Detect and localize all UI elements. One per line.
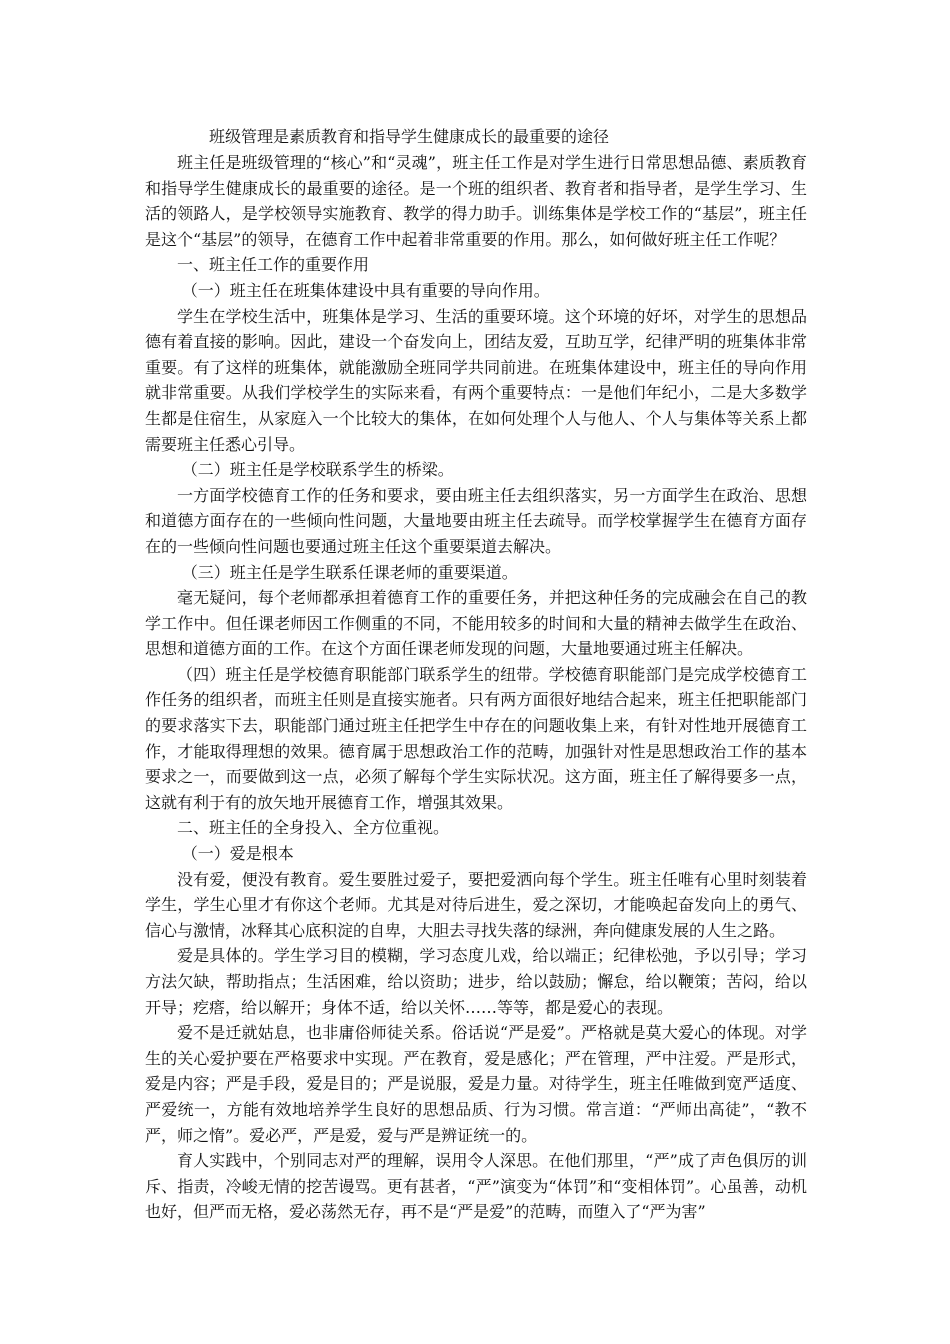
subsection-heading: （一）班主任在班集体建设中具有重要的导向作用。	[181, 280, 550, 300]
subsection-heading: （二）班主任是学校联系学生的桥梁。	[181, 460, 454, 480]
paragraph: 没有爱，便没有教育。爱生要胜过爱子，要把爱洒向每个学生。班主任唯有心里时刻装着学生，学生心里才有你这个老师。尤其是对待后进生，爱之深切，才能唤起奋发向上的勇气、信心与激情，冰释其心底积淀的自卑，大胆去寻找失落的绿洲，奔向健康发展的人生之路。	[145, 869, 807, 940]
paragraph: 爱是具体的。学生学习目的模糊，学习态度儿戏，给以端正；纪律松弛，予以引导；学习方法欠缺，帮助指点；生活困难，给以资助；进步，给以鼓励；懈怠，给以鞭策；苦闷，给以开导；疙瘩，给以解开；身体不适，给以关怀……等等，都是爱心的表现。	[145, 946, 807, 1017]
paragraph: 一方面学校德育工作的任务和要求，要由班主任去组织落实，另一方面学生在政治、思想和道德方面存在的一些倾向性问题，大量地要由班主任去疏导。而学校掌握学生在德育方面存在的一些倾向性问题也要通过班主任这个重要渠道去解决。	[145, 485, 807, 556]
paragraph: 学生在学校生活中，班集体是学习、生活的重要环境。这个环境的好坏，对学生的思想品德有着直接的影响。因此，建设一个奋发向上，团结友爱，互助互学，纪律严明的班集体非常重要。有了这样的班集体，就能激励全班同学共同前进。在班集体建设中，班主任的导向作用就非常重要。从我们学校学生的实际来看，有两个重要特点：一是他们年纪小，二是大多数学生都是住宿生，从家庭入一个比较大的集体，在如何处理个人与他人、个人与集体等关系上都需要班主任悉心引导。	[145, 306, 807, 454]
document-body	[145, 150, 807, 1225]
document-title: 班级管理是素质教育和指导学生健康成长的最重要的途径	[209, 127, 610, 146]
paragraph: 毫无疑问，每个老师都承担着德育工作的重要任务，并把这种任务的完成融会在自己的教学工作中。但任课老师因工作侧重的不同，不能用较多的时间和大量的精神去做学生在政治、思想和道德方面的工作。在这个方面任课老师发现的问题，大量地要通过班主任解决。	[145, 588, 807, 659]
document-page	[145, 124, 807, 1225]
subsection-heading: （三）班主任是学生联系任课老师的重要渠道。	[181, 562, 518, 582]
paragraph: 育人实践中，个别同志对严的理解，误用令人深思。在他们那里，“严”成了声色俱厉的训斥、指责，冷峻无情的挖苦谩骂。更有甚者，“严”演变为“体罚”和“变相体罚”。心虽善，动机也好，但严而无格，爱必荡然无存，再不是“严是爱”的范畴，而堕入了“严为害”	[145, 1151, 807, 1222]
subsection-heading: （一）爱是根本	[181, 844, 294, 864]
paragraph: 爱不是迁就姑息，也非庸俗师徒关系。俗话说“严是爱”。严格就是莫大爱心的体现。对学生的关心爱护要在严格要求中实现。严在教育，爱是感化；严在管理，严中注爱。严是形式，爱是内容；严是手段，爱是目的；严是说服，爱是力量。对待学生，班主任唯做到宽严适度、严爱统一，方能有效地培养学生良好的思想品质、行为习惯。常言道：“严师出高徒”，“教不严，师之惰”。爱必严，严是爱，爱与严是辨证统一的。	[145, 1023, 807, 1145]
paragraph: （四）班主任是学校德育职能部门联系学生的纽带。学校德育职能部门是完成学校德育工作任务的组织者，而班主任则是直接实施者。只有两方面很好地结合起来，班主任把职能部门的要求落实下去，职能部门通过班主任把学生中存在的问题收集上来，有针对性地开展德育工作，才能取得理想的效果。德育属于思想政治工作的范畴，加强针对性是思想政治工作的基本要求之一，而要做到这一点，必须了解每个学生实际状况。这方面，班主任了解得要多一点，这就有利于有的放矢地开展德育工作，增强其效果。	[145, 664, 807, 812]
section-heading: 二、班主任的全身投入、全方位重视。	[177, 818, 450, 838]
paragraph: 班主任是班级管理的“核心”和“灵魂”，班主任工作是对学生进行日常思想品德、素质教育和指导学生健康成长的最重要的途径。是一个班的组织者、教育者和指导者，是学生学习、生活的领路人，是学校领导实施教育、教学的得力助手。训练集体是学校工作的“基层”，班主任是这个“基层”的领导，在德育工作中起着非常重要的作用。那么，如何做好班主任工作呢？	[145, 153, 807, 249]
section-heading: 一、班主任工作的重要作用	[177, 255, 370, 275]
